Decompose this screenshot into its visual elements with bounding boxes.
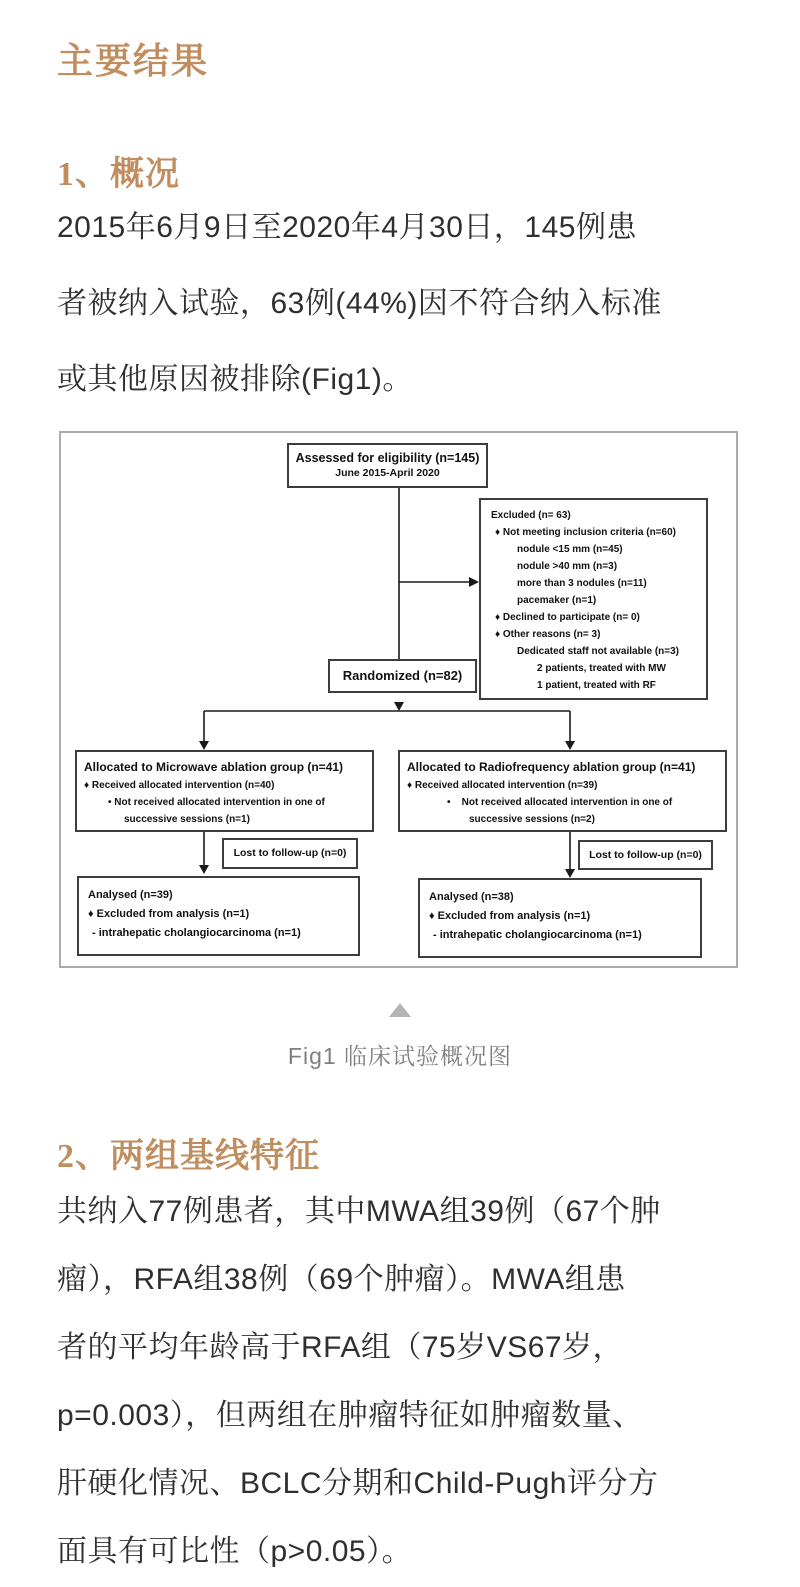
flowchart-box-lost-right: Lost to follow-up (n=0) xyxy=(578,840,713,870)
mwa-title: Allocated to Microwave ablation group (n=41) xyxy=(84,760,344,774)
excluded-line: Excluded (n= 63) xyxy=(491,510,571,521)
text-line: 面具有可比性（p>0.05）。 xyxy=(57,1535,413,1568)
excluded-line: Dedicated staff not available (n=3) xyxy=(517,646,679,657)
analysed-line: ♦ Excluded from analysis (n=1) xyxy=(429,910,591,922)
rfa-line: successive sessions (n=2) xyxy=(469,814,595,825)
section-1-paragraph xyxy=(57,190,749,418)
excluded-line: nodule <15 mm (n=45) xyxy=(517,544,623,555)
section-2-heading: 2、两组基线特征 xyxy=(57,1138,320,1175)
page-title: 主要结果 xyxy=(57,41,210,81)
analysed-line: Analysed (n=38) xyxy=(429,891,514,903)
excluded-line: ♦ Not meeting inclusion criteria (n=60) xyxy=(495,527,676,538)
flowchart-box-mwa-group xyxy=(75,750,374,832)
excluded-line: ♦ Declined to participate (n= 0) xyxy=(495,612,640,623)
text-line: 肝硬化情况、BCLC分期和Child-Pugh评分方 xyxy=(57,1467,659,1500)
excluded-line: ♦ Other reasons (n= 3) xyxy=(495,629,601,640)
excluded-line: nodule >40 mm (n=3) xyxy=(517,561,618,572)
text-line: 2015年6月9日至2020年4月30日，145例患 xyxy=(57,211,637,244)
mwa-line: • Not received allocated intervention in one of xyxy=(108,797,325,808)
figure-caption: Fig1 临床试验概况图 xyxy=(287,1043,513,1069)
text-line: 者的平均年龄高于RFA组（75岁VS67岁， xyxy=(57,1331,624,1364)
analysed-line: Analysed (n=39) xyxy=(88,889,173,901)
mwa-line: successive sessions (n=1) xyxy=(124,814,250,825)
text-line: 或其他原因被排除(Fig1)。 xyxy=(57,363,413,396)
excluded-line: pacemaker (n=1) xyxy=(517,595,597,606)
flowchart-box-assessed xyxy=(287,443,488,488)
consort-flow-diagram xyxy=(59,431,738,968)
mwa-line: ♦ Received allocated intervention (n=40) xyxy=(84,780,275,791)
section-2-paragraph xyxy=(57,1178,749,1586)
excluded-line: 2 patients, treated with MW xyxy=(537,663,666,674)
flowchart-box-analysed-left xyxy=(77,876,360,956)
flowchart-box-analysed-right xyxy=(418,878,702,958)
excluded-line: 1 patient, treated with RF xyxy=(537,680,656,691)
excluded-line: more than 3 nodules (n=11) xyxy=(517,578,647,589)
rfa-title: Allocated to Radiofrequency ablation group (n=41) xyxy=(407,760,696,774)
analysed-line: ♦ Excluded from analysis (n=1) xyxy=(88,908,250,920)
assessed-title: Assessed for eligibility (n=145) xyxy=(295,451,480,465)
rfa-line: • Not received allocated intervention in one of xyxy=(447,797,673,808)
section-1-heading: 1、概况 xyxy=(57,156,180,193)
rfa-line: ♦ Received allocated intervention (n=39) xyxy=(407,780,598,791)
text-line: 瘤），RFA组38例（69个肿瘤）。MWA组患 xyxy=(57,1263,626,1296)
assessed-dates: June 2015-April 2020 xyxy=(335,467,440,479)
analysed-line: - intrahepatic cholangiocarcinoma (n=1) xyxy=(433,929,642,941)
flowchart-box-randomized: Randomized (n=82) xyxy=(328,659,477,693)
analysed-line: - intrahepatic cholangiocarcinoma (n=1) xyxy=(92,927,301,939)
text-line: 者被纳入试验，63例(44%)因不符合纳入标准 xyxy=(57,287,662,320)
flowchart-box-rfa-group xyxy=(398,750,727,832)
collapse-triangle-icon xyxy=(389,1003,411,1017)
text-line: 共纳入77例患者，其中MWA组39例（67个肿 xyxy=(57,1195,661,1228)
flowchart-box-lost-left: Lost to follow-up (n=0) xyxy=(222,838,358,869)
flowchart-box-excluded xyxy=(479,498,708,700)
text-line: p=0.003），但两组在肿瘤特征如肿瘤数量、 xyxy=(57,1399,643,1432)
